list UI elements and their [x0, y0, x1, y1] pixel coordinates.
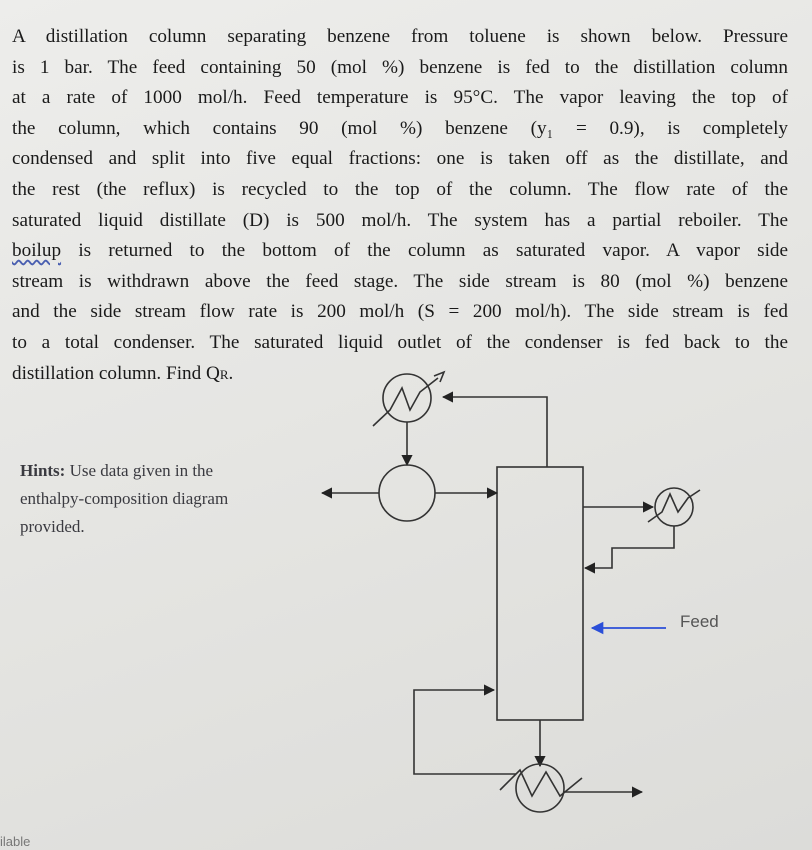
hint-text: Use data given in the — [69, 461, 214, 480]
problem-line: is 1 bar. The feed containing 50 (mol %) benzene is fed to the distillation column — [12, 56, 788, 78]
final-period: . — [228, 362, 234, 384]
side-stream-return-line — [585, 526, 674, 568]
problem-line: the column, which contains 90 (mol %) benzene (y₁ = 0.9), is completely — [12, 117, 788, 139]
side-condenser-icon — [648, 488, 700, 526]
hints-title: Hints: — [20, 461, 66, 480]
problem-line: condensed and split into five equal fractions: one is taken off as the distillate, and — [12, 148, 788, 170]
boilup-return-line — [414, 690, 516, 774]
reflux-splitter — [379, 465, 435, 521]
top-condenser-icon — [373, 372, 444, 426]
hint-line: enthalpy-composition diagram — [20, 489, 229, 508]
problem-line: at a rate of 1000 mol/h. Feed temperature is 95°C. The vapor leaving the top of — [12, 87, 788, 109]
qr-subscript: R — [219, 366, 229, 382]
problem-line: and the side stream flow rate is 200 mol/h (S = 200 mol/h). The side stream is fed — [12, 301, 788, 323]
hint-line: provided. — [20, 517, 85, 536]
reboiler-icon — [500, 764, 582, 812]
problem-line-rest: is returned to the bottom of the column as saturated vapor. A vapor side — [78, 240, 789, 262]
problem-line: stream is withdrawn above the feed stage. The side stream is 80 (mol %) benzene — [12, 270, 788, 292]
problem-line: the rest (the reflux) is recycled to the top of the column. The flow rate of the — [12, 178, 788, 200]
final-question: distillation column. Find Q — [12, 362, 220, 384]
feed-label: Feed — [680, 612, 719, 631]
overhead-vapor-line — [443, 397, 547, 467]
problem-line: saturated liquid distillate (D) is 500 mol/h. The system has a partial reboiler. The — [12, 209, 788, 231]
corner-text: ilable — [0, 834, 31, 849]
problem-line: to a total condenser. The saturated liquid outlet of the condenser is fed back to the — [12, 331, 788, 353]
distillation-column — [497, 467, 583, 720]
boilup-word: boilup — [12, 240, 62, 262]
problem-line: A distillation column separating benzene from toluene is shown below. Pressure — [12, 26, 788, 47]
